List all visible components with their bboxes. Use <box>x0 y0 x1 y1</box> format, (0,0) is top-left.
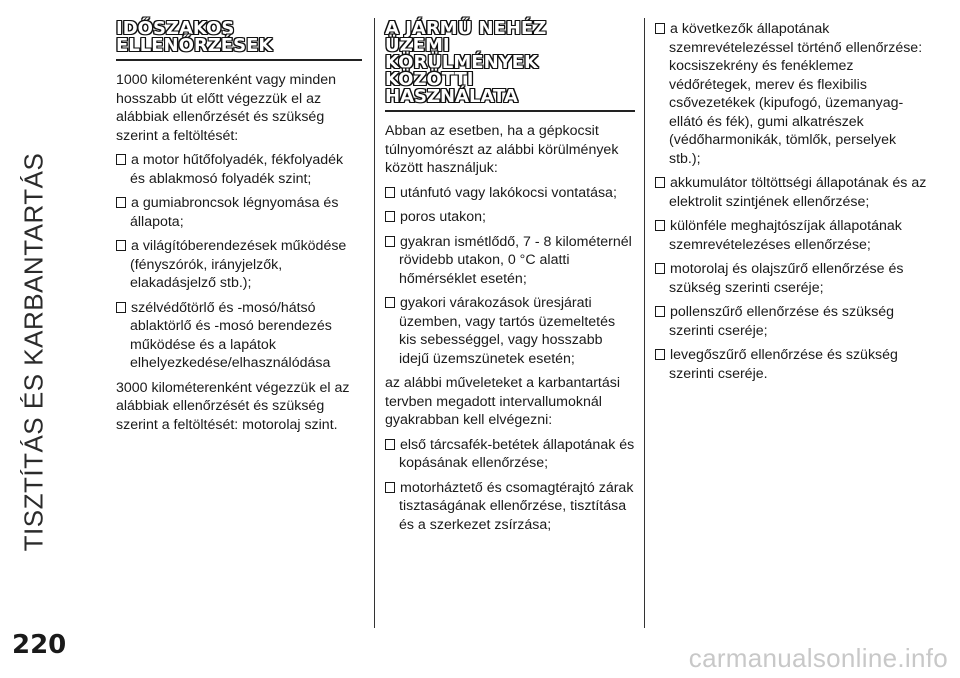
list-item-text: a világítóberendezések működése (fényszórók, irányjelzők, elakadásjelző stb.); <box>130 238 347 291</box>
list-item <box>655 217 927 254</box>
checkbox-icon <box>655 220 665 231</box>
periodic-checks-column <box>116 20 362 440</box>
list-item-text: gyakori várakozások üresjárati üzemben, vagy tartós üzemeltetés kis sebességgel, vagy hosszabb idejű üzemszünetek esetén; <box>399 295 616 367</box>
heading-line: A JÁRMŰ NEHÉZ <box>385 18 547 39</box>
list-item <box>116 194 362 231</box>
middle-paragraph: az alábbi műveleteket a karbantartási tervben megadott intervallumoknál gyakrabban kell elvégezni: <box>385 375 621 428</box>
checkbox-icon <box>116 240 126 251</box>
list-item <box>116 237 362 293</box>
list-item-text: motorolaj és olajszűrő ellenőrzése és szükség szerinti cseréje; <box>669 261 904 296</box>
list-item-text: levegőszűrő ellenőrzése és szükség szerinti cseréje. <box>669 347 898 382</box>
list-item-text: utánfutó vagy lakókocsi vontatása; <box>400 184 617 201</box>
checkbox-icon <box>385 297 395 308</box>
list-item <box>385 479 635 535</box>
checkbox-icon <box>385 211 395 222</box>
heading-line: HASZNÁLATA <box>385 86 518 107</box>
checkbox-icon <box>385 236 395 247</box>
list-item <box>655 303 927 340</box>
checkbox-icon <box>655 23 665 34</box>
list-item <box>385 233 635 289</box>
watermark: carmanualsonline.info <box>688 643 948 673</box>
list-item-text: különféle meghajtószíjak állapotának szemrevételezéses ellenőrzése; <box>669 218 902 253</box>
checkbox-icon <box>655 263 665 274</box>
list-item-text: a motor hűtőfolyadék, fékfolyadék és ablakmosó folyadék szint; <box>130 152 344 187</box>
column-divider-left <box>374 18 375 628</box>
operations-continued-list <box>655 20 927 383</box>
operations-list <box>385 436 635 535</box>
list-item-text: gyakran ismétlődő, 7 - 8 kilométernél rövidebb utakon, 0 °C alatti hőmérséklet esetén; <box>399 233 632 287</box>
checkbox-icon <box>116 302 126 313</box>
page-number: 220 <box>12 630 67 660</box>
checkbox-icon <box>116 154 126 165</box>
list-item-text: a következők állapotának szemrevételezéssel történő ellenőrzése: kocsiszekrény és fenéklemez védőrétegek, merev és flexibilis csővezetékek (kipufogó, üzemanyag-ellátó és fék), gumi alkatrészek (védőharmonikák, tömlők, perselyek stb.); <box>669 21 923 167</box>
checkbox-icon <box>655 349 665 360</box>
checkbox-icon <box>385 482 395 493</box>
heading-rule <box>385 110 635 112</box>
severe-conditions-column <box>385 20 635 540</box>
outro-paragraph: 3000 kilométerenként végezzük el az alábbiak ellenőrzését és szükség szerint a feltöltését: motorolaj szint. <box>116 379 350 433</box>
periodic-checks-heading <box>116 20 362 57</box>
conditions-list <box>385 184 635 369</box>
list-item-text: akkumulátor töltöttségi állapotának és az elektrolit szintjének ellenőrzése; <box>669 175 927 210</box>
check-list <box>116 151 362 373</box>
list-item-text: első tárcsafék-betétek állapotának és kopásának ellenőrzése; <box>399 436 635 471</box>
list-item <box>655 346 927 383</box>
intro-paragraph: 1000 kilométerenként vagy minden hosszabb út előtt végezzük el az alábbiak ellenőrzését és szükség szerint a feltöltését: <box>116 72 337 144</box>
list-item-text: poros utakon; <box>400 209 486 225</box>
checkbox-icon <box>385 439 395 450</box>
list-item <box>116 299 362 373</box>
list-item-text: motorháztető és csomagtérajtó zárak tisztaságának ellenőrzése, tisztítása és a szerkezet zsírzása; <box>399 479 634 533</box>
intro-paragraph: Abban az esetben, ha a gépkocsit túlnyomórészt az alábbi körülmények között használjuk: <box>385 123 619 176</box>
section-side-title: TISZTÍTÁS ÉS KARBANTARTÁS <box>18 152 49 552</box>
list-item <box>385 294 635 368</box>
list-item <box>655 174 927 211</box>
list-item <box>385 184 635 203</box>
checkbox-icon <box>116 197 126 208</box>
heading-line: IDŐSZAKOS <box>116 18 235 39</box>
list-item <box>385 436 635 473</box>
heading-line: KÖZÖTTI <box>385 69 474 90</box>
operations-continued-column <box>655 20 927 389</box>
list-item-text: szélvédőtörlő és -mosó/hátsó ablaktörlő és -mosó berendezés működése és a lapátok elhelyezkedése/elhasználódása <box>130 299 332 371</box>
checkbox-icon <box>655 306 665 317</box>
list-item <box>385 208 635 227</box>
list-item <box>116 151 362 188</box>
severe-conditions-heading <box>385 20 635 108</box>
list-item <box>655 20 927 168</box>
checkbox-icon <box>655 177 665 188</box>
heading-rule <box>116 59 362 61</box>
heading-line: ÜZEMI <box>385 35 450 56</box>
heading-line: ELLENŐRZÉSEK <box>116 35 273 56</box>
column-divider-right <box>644 18 645 628</box>
list-item-text: pollenszűrő ellenőrzése és szükség szerinti cseréje; <box>669 304 894 339</box>
list-item-text: a gumiabroncsok légnyomása és állapota; <box>130 195 339 230</box>
list-item <box>655 260 927 297</box>
heading-line: KÖRÜLMÉNYEK <box>385 52 538 73</box>
checkbox-icon <box>385 187 395 198</box>
